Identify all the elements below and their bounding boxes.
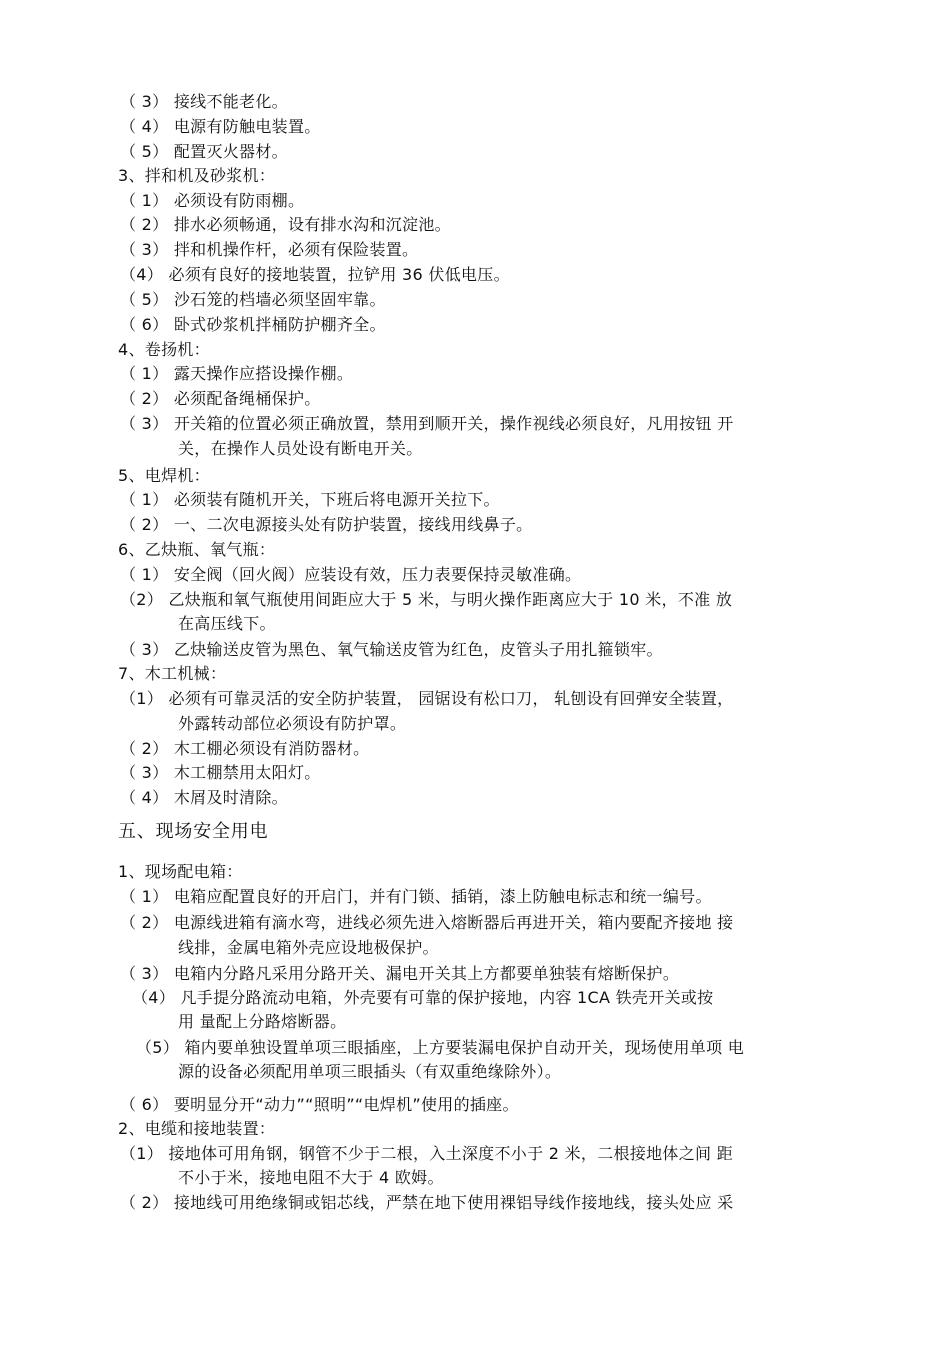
list-item: （5） 箱内要单独设置单项三眼插座，上方要装漏电保护自动开关，现场使用单项 电 (136, 1038, 745, 1057)
list-item-continuation: 关，在操作人员处设有断电开关。 (178, 439, 423, 458)
list-item: （ 3） 接线不能老化。 (120, 92, 288, 111)
chapter-heading: 五、现场安全用电 (118, 821, 269, 842)
list-item: （ 2） 排水必须畅通，设有排水沟和沉淀池。 (120, 215, 451, 234)
list-item: （ 3） 开关箱的位置必须正确放置，禁用到顺开关，操作视线必须良好，凡用按钮 开 (120, 414, 734, 433)
list-item: （ 1） 必须装有随机开关，下班后将电源开关拉下。 (120, 490, 500, 509)
list-item: （4） 凡手提分路流动电箱，外壳要有可靠的保护接地，内容 1CA 铁壳开关或按 (132, 988, 714, 1007)
list-item: （ 6） 卧式砂浆机拌桶防护棚齐全。 (120, 315, 386, 334)
list-item: （ 1） 必须设有防雨棚。 (120, 191, 305, 210)
list-item-continuation: 外露转动部位必须设有防护罩。 (178, 714, 407, 733)
list-item: （2） 乙炔瓶和氧气瓶使用间距应大于 5 米，与明火操作距离应大于 10 米，不准 放 (120, 590, 733, 609)
list-item: （ 4） 电源有防触电装置。 (120, 117, 321, 136)
section-heading: 4、卷扬机： (118, 340, 210, 359)
list-item: （4） 必须有良好的接地装置，拉铲用 36 伏低电压。 (120, 265, 510, 284)
list-item: （1） 必须有可靠灵活的安全防护装置， 园锯设有松口刀， 轧刨设有回弹安全装置， (120, 689, 734, 708)
section-heading: 5、电焊机： (118, 466, 210, 485)
list-item: （ 4） 木屑及时清除。 (120, 788, 288, 807)
list-item: （ 3） 电箱内分路凡采用分路开关、漏电开关其上方都要单独装有熔断保护。 (120, 964, 680, 983)
list-item: （ 2） 必须配备绳桶保护。 (120, 389, 321, 408)
list-item-continuation: 不小于米，接地电阻不大于 4 欧姆。 (178, 1168, 444, 1187)
list-item: （ 1） 露天操作应搭设操作棚。 (120, 364, 354, 383)
list-item-continuation: 用 量配上分路熔断器。 (178, 1012, 347, 1031)
list-item: （1） 接地体可用角钢，钢管不少于二根，入土深度不小于 2 米，二根接地体之间 距 (120, 1144, 734, 1163)
list-item: （ 2） 接地线可用绝缘铜或铝芯线，严禁在地下使用裸铝导线作接地线，接头处应 采 (120, 1193, 734, 1212)
list-item: （ 1） 电箱应配置良好的开启门，并有门锁、插销，漆上防触电标志和统一编号。 (120, 887, 712, 906)
list-item: （ 3） 木工棚禁用太阳灯。 (120, 763, 321, 782)
section-heading: 3、拌和机及砂浆机： (118, 166, 276, 185)
list-item: （ 5） 配置灭火器材。 (120, 142, 288, 161)
section-heading: 6、乙炔瓶、氧气瓶： (118, 540, 276, 559)
list-item: （ 2） 一、二次电源接头处有防护装置，接线用线鼻子。 (120, 515, 533, 534)
section-heading: 1、现场配电箱： (118, 862, 243, 881)
list-item: （ 2） 电源线进箱有滴水弯，进线必须先进入熔断器后再进开关，箱内要配齐接地 接 (120, 913, 734, 932)
list-item-continuation: 源的设备必须配用单项三眼插头（有双重绝缘除外）。 (178, 1062, 562, 1081)
list-item: （ 1） 安全阀（回火阀）应装设有效，压力表要保持灵敏准确。 (120, 565, 582, 584)
list-item-continuation: 在高压线下。 (178, 614, 276, 633)
list-item: （ 3） 乙炔输送皮管为黑色、氧气输送皮管为红色，皮管头子用扎箍锁牢。 (120, 640, 663, 659)
list-item: （ 5） 沙石笼的档墙必须坚固牢靠。 (120, 290, 386, 309)
list-item: （ 3） 拌和机操作杆，必须有保险装置。 (120, 240, 419, 259)
list-item: （ 2） 木工棚必须设有消防器材。 (120, 739, 370, 758)
list-item: （ 6） 要明显分开“动力”“照明”“电焊机”使用的插座。 (120, 1095, 519, 1114)
list-item-continuation: 线排，金属电箱外壳应设地极保护。 (178, 938, 439, 957)
section-heading: 2、电缆和接地装置： (118, 1119, 276, 1138)
section-heading: 7、木工机械： (118, 664, 227, 683)
